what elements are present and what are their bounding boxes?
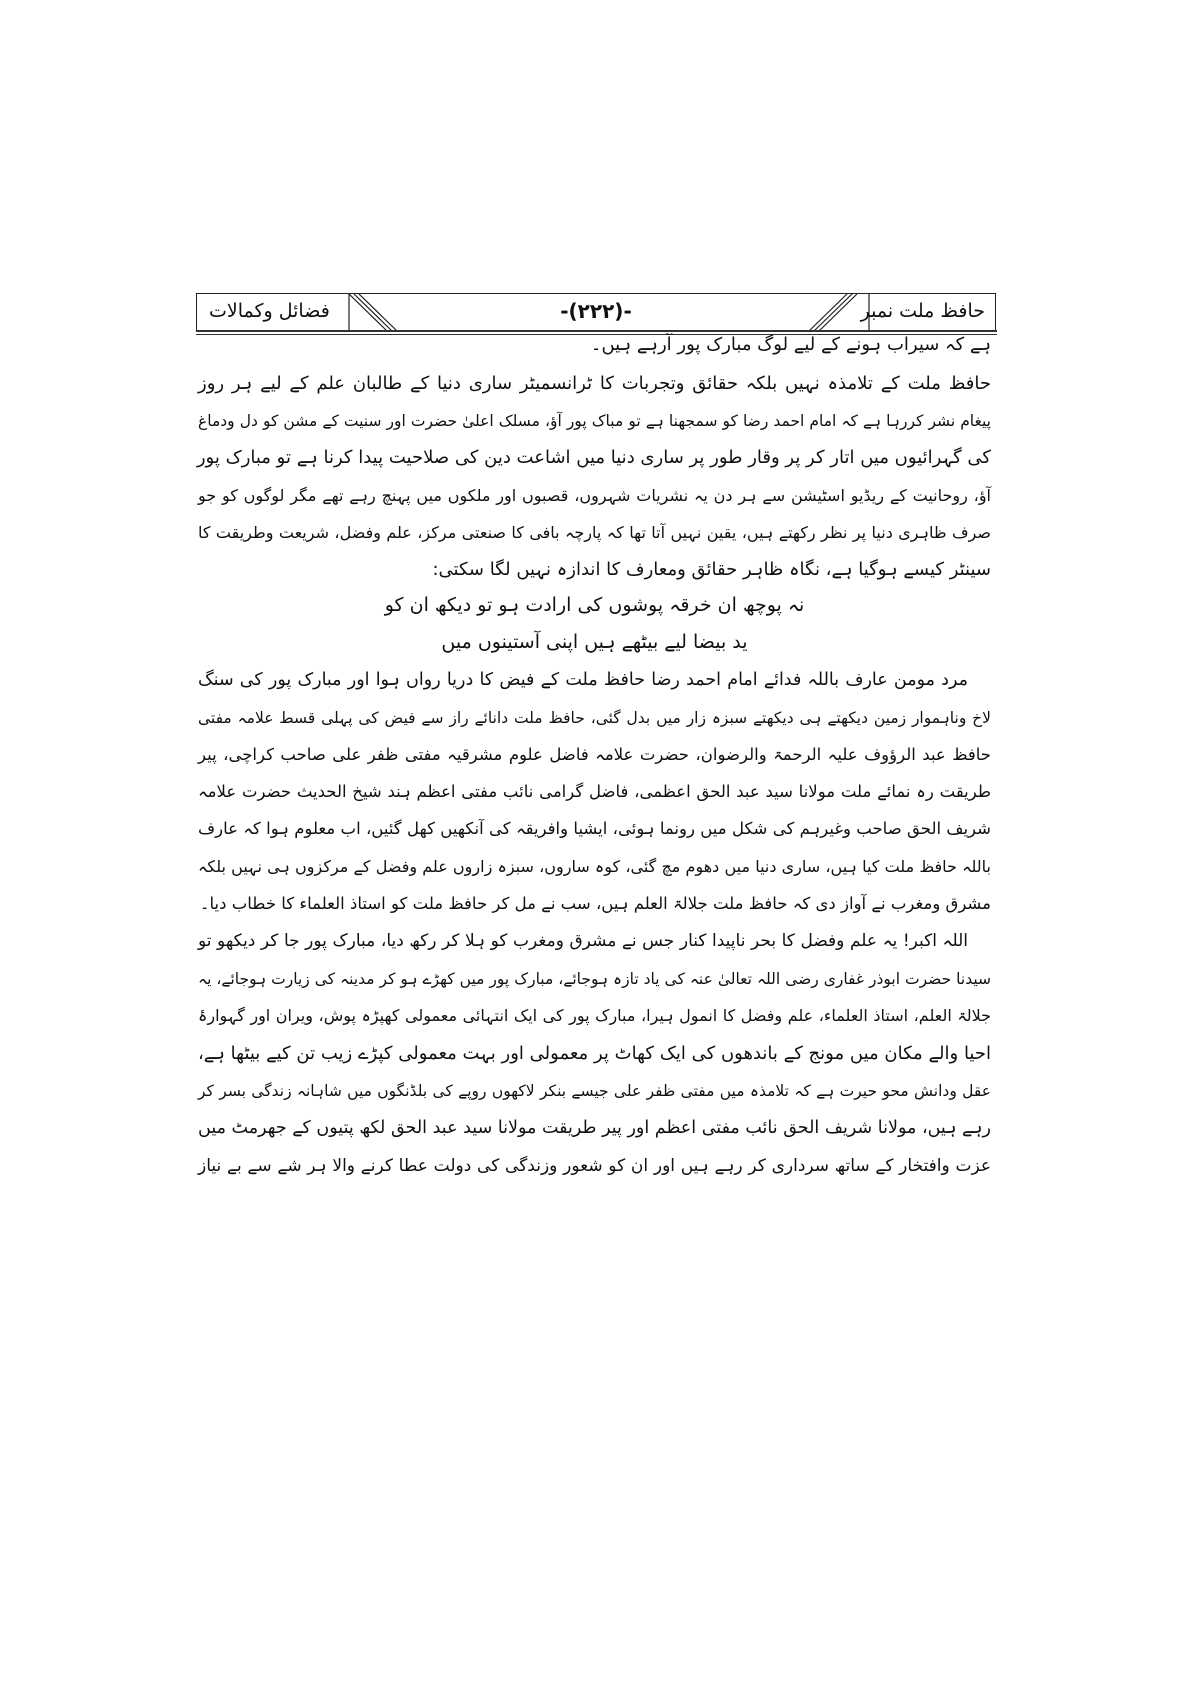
text-line: لاخ وناہموار زمین دیکھتے ہی دیکھتے سبزہ زار میں بدل گئی، حافظ ملت دانائے راز سے فیض کی پہلی قسط علامہ مفتی (198, 709, 991, 727)
page-number: -(۲۲۲)- (560, 299, 632, 323)
text-line: جلالۃ العلم، استاذ العلماء، علم وفضل کا انمول ہیرا، مبارک پور کی ایک انتہائی معمولی کھپڑہ پوش، ویران اور گہوارۂ (198, 1006, 991, 1025)
verse-line: ید بیضا لیے بیٹھے ہیں اپنی آستینوں میں (441, 631, 748, 653)
text-line: حافظ عبد الرؤوف علیہ الرحمۃ والرضوان، حضرت علامہ فاضل علوم مشرقیہ مفتی ظفر علی صاحب کراچی، پیر (198, 745, 991, 764)
book-title: حافظ ملت نمبر (860, 300, 985, 322)
text-line: کی گہرائیوں میں اتار کر پر وقار طور پر ساری دنیا میں اشاعت دین کی صلاحیت پیدا کرنا ہے تو مبارک پور (196, 447, 991, 468)
text-line: طریقت رہ نمائے ملت مولانا سید عبد الحق اعظمی، فاضل گرامی نائب مفتی اعظم ہند شیخ الحدیث حضرت علامہ (198, 782, 991, 801)
text-line: ہے کہ سیراب ہونے کے لیے لوگ مبارک پور آرہے ہیں۔ (590, 334, 991, 355)
text-line: شریف الحق صاحب وغیرہم کی شکل میں رونما ہوئی، ایشیا وافریقہ کی آنکھیں کھل گئیں، اب معلوم ہوا کہ عارف (198, 819, 991, 838)
text-line: احیا والے مکان میں مونج کے باندھوں کی ایک کھاٹ پر معمولی اور بہت معمولی کپڑے زیب تن کیے بیٹھا ہے، (198, 1043, 991, 1064)
running-header (196, 293, 996, 332)
text-line: مشرق ومغرب نے آواز دی کہ حافظ ملت جلالۃ العلم ہیں، سب نے مل کر حافظ ملت کو استاذ العلماء کا خطاب دیا۔ (199, 894, 991, 913)
text-line: مرد مومن عارف باللہ فدائے امام احمد رضا حافظ ملت کے فیض کا دریا رواں ہوا اور مبارک پور کی سنگ (198, 670, 968, 690)
text-line: رہے ہیں، مولانا شریف الحق نائب مفتی اعظم اور پیر طریقت مولانا سید عبد الحق لکھ پتیوں کے جھرمٹ میں (198, 1118, 991, 1138)
text-line: عزت وافتخار کے ساتھ سرداری کر رہے ہیں اور ان کو شعور وزندگی کی دولت عطا کرنے والا ہر شے سے بے نیاز (198, 1156, 991, 1176)
text-line: صرف ظاہری دنیا پر نظر رکھتے ہیں، یقین نہیں آتا تھا کہ پارچہ بافی کا صنعتی مرکز، علم وفضل، شریعت وطریقت کا (198, 523, 992, 542)
text-line: پیغام نشر کررہا ہے کہ امام احمد رضا کو سمجھنا ہے تو مباک پور آؤ، مسلک اعلیٰ حضرت اور سنیت کے مشن کو دل ودماغ (198, 412, 991, 430)
text-line: باللہ حافظ ملت کیا ہیں، ساری دنیا میں دھوم مچ گئی، کوہ ساروں، سبزہ زاروں علم وفضل کے مرکزوں ہی نہیں بلکہ (198, 857, 991, 876)
verse-line: نہ پوچھ ان خرقہ پوشوں کی ارادت ہو تو دیکھ ان کو (384, 594, 805, 616)
text-line: عقل ودانش محو حیرت ہے کہ تلامذہ میں مفتی ظفر علی جیسے بنکر لاکھوں روپے کی بلڈنگوں میں شاہانہ زندگی بسر کر (198, 1082, 991, 1100)
text-line: آؤ، روحانیت کے ریڈیو اسٹیشن سے ہر دن یہ نشریات شہروں، قصبوں اور ملکوں میں پہنچ رہے تھے مگر لوگوں کو جو (198, 486, 991, 505)
text-line: سیدنا حضرت ابوذر غفاری رضی اللہ تعالیٰ عنہ کی یاد تازہ ہوجائے، مبارک پور میں کھڑے ہو کر مدینہ کی زیارت ہوجائے، یہ (198, 970, 991, 988)
section-title: فضائل وکمالات (209, 300, 330, 322)
text-line: سینٹر کیسے ہوگیا ہے، نگاہ ظاہر حقائق ومعارف کا اندازہ نہیں لگا سکتی: (432, 559, 991, 580)
text-line: حافظ ملت کے تلامذہ نہیں بلکہ حقائق وتجربات کا ٹرانسمیٹر ساری دنیا کے طالبان علم کے لیے ہر روز (198, 373, 991, 394)
text-line: اللہ اکبر! یہ علم وفضل کا بحر ناپیدا کنار جس نے مشرق ومغرب کو ہلا کر رکھ دیا، مبارک پور جا کر دیکھو تو (198, 931, 968, 951)
